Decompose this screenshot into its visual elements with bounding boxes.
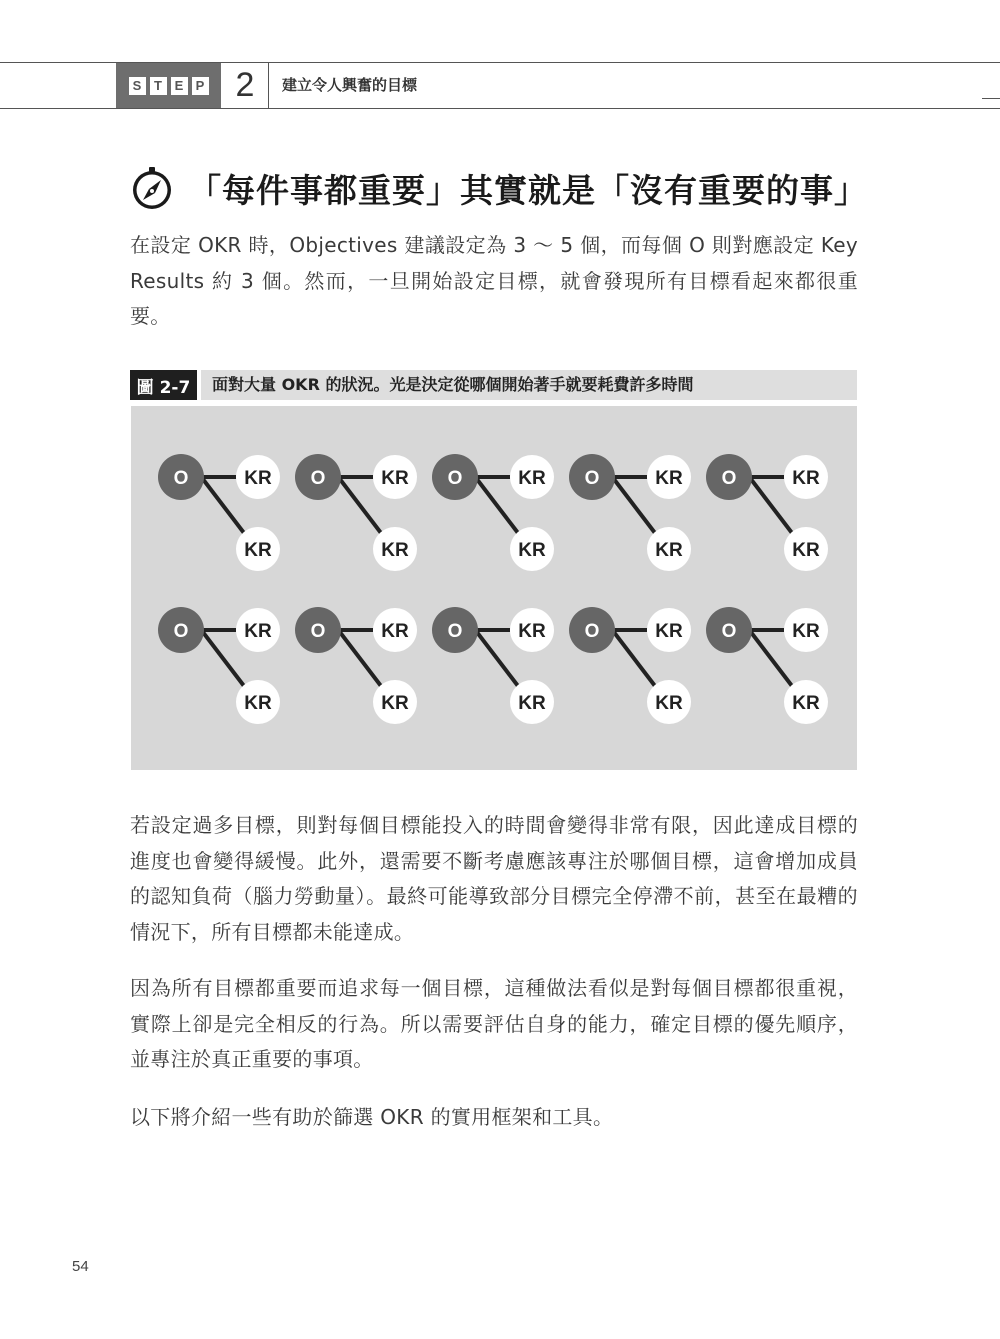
key-result-label: KR <box>518 468 546 489</box>
body-paragraph: 以下將介紹一些有助於篩選 OKR 的實用框架和工具。 <box>130 1105 614 1129</box>
key-result-label: KR <box>792 693 820 714</box>
body-paragraph: 因為所有目標都重要而追求每一個目標，這種做法看似是對每個目標都很重視，實際上卻是完全相反的行為。所以需要評估自身的能力，確定目標的優先順序，並專注於真正重要的事項。 <box>130 976 858 1071</box>
objective-label: O <box>721 468 737 489</box>
objective-label: O <box>584 468 600 489</box>
step-badge <box>116 63 221 108</box>
objective-label: O <box>584 621 600 642</box>
step-letter: P <box>192 77 209 95</box>
key-result-label: KR <box>655 621 683 642</box>
key-result-label: KR <box>655 468 683 489</box>
okr-diagram-canvas <box>131 406 857 770</box>
key-result-label: KR <box>381 468 409 489</box>
key-result-label: KR <box>792 621 820 642</box>
body-paragraph: 若設定過多目標，則對每個目標能投入的時間會變得非常有限，因此達成目標的進度也會變得緩慢。此外，還需要不斷考慮應該專注於哪個目標，這會增加成員的認知負荷（腦力勞動量）。最終可能導致部分目標完全停滯不前，甚至在最糟的情況下，所有目標都未能達成。 <box>130 813 858 944</box>
key-result-label: KR <box>655 540 683 561</box>
compass-icon <box>130 166 174 210</box>
header-rule-bottom <box>0 108 1000 109</box>
section-title: 「每件事都重要」其實就是「沒有重要的事」 <box>188 170 868 210</box>
margin-tick <box>982 98 1000 99</box>
key-result-label: KR <box>518 693 546 714</box>
figure-label: 圖 2-7 <box>130 370 197 400</box>
key-result-label: KR <box>381 621 409 642</box>
step-number: 2 <box>222 63 269 108</box>
key-result-label: KR <box>244 693 272 714</box>
key-result-label: KR <box>244 621 272 642</box>
step-letter: S <box>129 77 146 95</box>
key-result-label: KR <box>792 468 820 489</box>
objective-label: O <box>310 621 326 642</box>
objective-label: O <box>721 621 737 642</box>
objective-label: O <box>173 621 189 642</box>
objective-label: O <box>310 468 326 489</box>
key-result-label: KR <box>381 540 409 561</box>
objective-label: O <box>447 621 463 642</box>
key-result-label: KR <box>381 693 409 714</box>
step-letter: E <box>171 77 188 95</box>
key-result-label: KR <box>655 693 683 714</box>
figure-caption: 面對大量 OKR 的狀況。光是決定從哪個開始著手就要耗費許多時間 <box>201 370 857 400</box>
key-result-label: KR <box>792 540 820 561</box>
body-paragraph: 在設定 OKR 時，Objectives 建議設定為 3 ～ 5 個，而每個 O 則對應設定 Key Results 約 3 個。然而，一旦開始設定目標，就會發現所有目標看起來都很重要。 <box>130 233 858 328</box>
objective-label: O <box>447 468 463 489</box>
key-result-label: KR <box>518 621 546 642</box>
page-number: 54 <box>72 1258 89 1275</box>
okr-diagram <box>131 406 857 770</box>
key-result-label: KR <box>244 468 272 489</box>
key-result-label: KR <box>518 540 546 561</box>
step-letter: T <box>150 77 167 95</box>
objective-label: O <box>173 468 189 489</box>
chapter-title: 建立令人興奮的目標 <box>282 76 418 94</box>
section-heading <box>130 160 870 216</box>
key-result-label: KR <box>244 540 272 561</box>
